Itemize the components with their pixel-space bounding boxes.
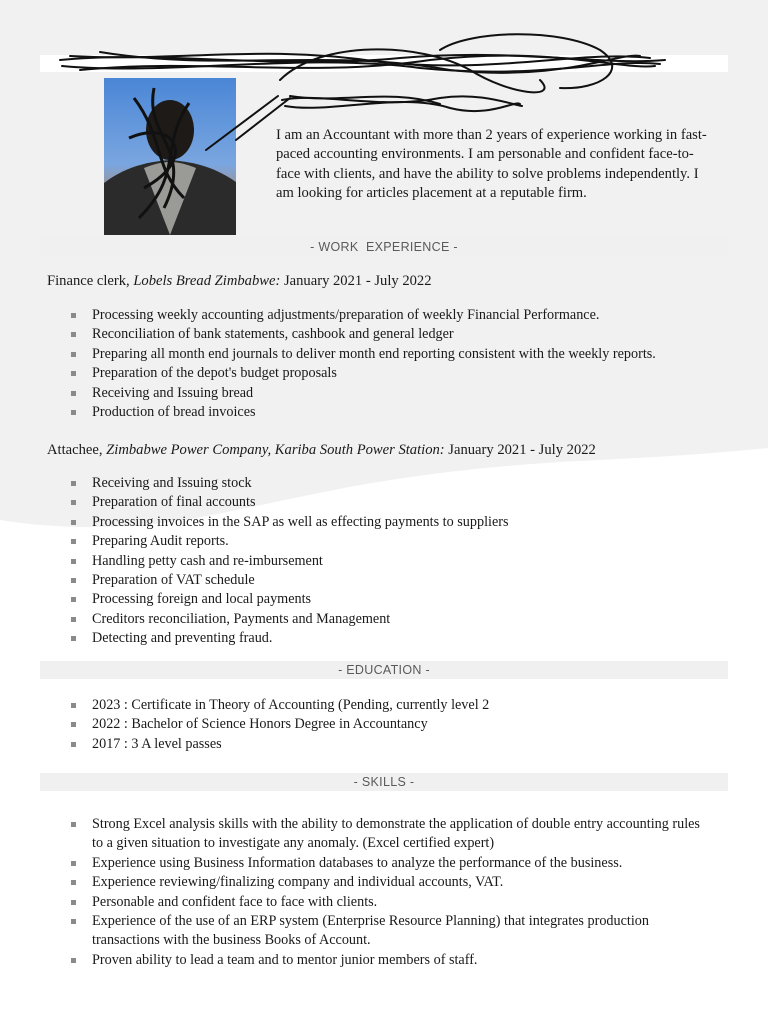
job-heading [47, 272, 432, 291]
job-dates: January 2021 - July 2022 [280, 273, 432, 289]
list-item: Preparing all month end journals to deliver month end reporting consistent with the weekly reports. [92, 345, 712, 364]
list-item: Production of bread invoices [92, 403, 712, 422]
job-role: Finance clerk, [47, 273, 134, 289]
list-item: Preparation of final accounts [92, 493, 712, 512]
list-item: Experience using Business Information databases to analyze the performance of the business. [92, 854, 712, 873]
education-list [92, 696, 712, 754]
section-heading-work-experience: - WORK EXPERIENCE - [40, 238, 728, 256]
list-item: Receiving and Issuing bread [92, 384, 712, 403]
list-item: 2017 : 3 A level passes [92, 735, 712, 754]
job-duties-list [92, 306, 712, 422]
list-item: Processing foreign and local payments [92, 590, 712, 609]
list-item: 2022 : Bachelor of Science Honors Degree in Accountancy [92, 715, 712, 734]
list-item: Experience reviewing/finalizing company and individual accounts, VAT. [92, 873, 712, 892]
skills-list [92, 815, 712, 970]
list-item: Experience of the use of an ERP system (Enterprise Resource Planning) that integrates production transactions with the business Books of Account. [92, 912, 712, 951]
list-item: 2023 : Certificate in Theory of Accounting (Pending, currently level 2 [92, 696, 712, 715]
list-item: Handling petty cash and re-imbursement [92, 552, 712, 571]
job-dates: January 2021 - July 2022 [444, 442, 596, 458]
list-item: Preparation of the depot's budget proposals [92, 364, 712, 383]
job-heading [47, 441, 596, 460]
list-item: Strong Excel analysis skills with the ability to demonstrate the application of double entry accounting rules to a given situation to investigate any anomaly. (Excel certified expert) [92, 815, 712, 854]
list-item: Receiving and Issuing stock [92, 474, 712, 493]
profile-photo [104, 78, 236, 235]
list-item: Processing weekly accounting adjustments/preparation of weekly Financial Performance. [92, 306, 712, 325]
list-item: Proven ability to lead a team and to mentor junior members of staff. [92, 951, 712, 970]
job-company: Zimbabwe Power Company, Kariba South Power Station: [106, 442, 445, 458]
contact-bar [40, 55, 728, 72]
profile-summary: I am an Accountant with more than 2 years of experience working in fast-paced accounting environments. I am personable and confident face-to-face with clients, and have the ability to solve problems independently. I am looking for articles placement at a reputable firm. [276, 127, 707, 202]
list-item: Personable and confident face to face with clients. [92, 893, 712, 912]
list-item: Reconciliation of bank statements, cashbook and general ledger [92, 325, 712, 344]
list-item: Preparing Audit reports. [92, 532, 712, 551]
list-item: Processing invoices in the SAP as well as effecting payments to suppliers [92, 513, 712, 532]
section-heading-skills: - SKILLS - [40, 773, 728, 791]
job-role: Attachee, [47, 442, 107, 458]
list-item: Detecting and preventing fraud. [92, 629, 712, 648]
job-company: Lobels Bread Zimbabwe: [133, 273, 281, 289]
list-item: Preparation of VAT schedule [92, 571, 712, 590]
job-duties-list [92, 474, 712, 649]
section-heading-education: - EDUCATION - [40, 661, 728, 679]
list-item: Creditors reconciliation, Payments and Management [92, 610, 712, 629]
